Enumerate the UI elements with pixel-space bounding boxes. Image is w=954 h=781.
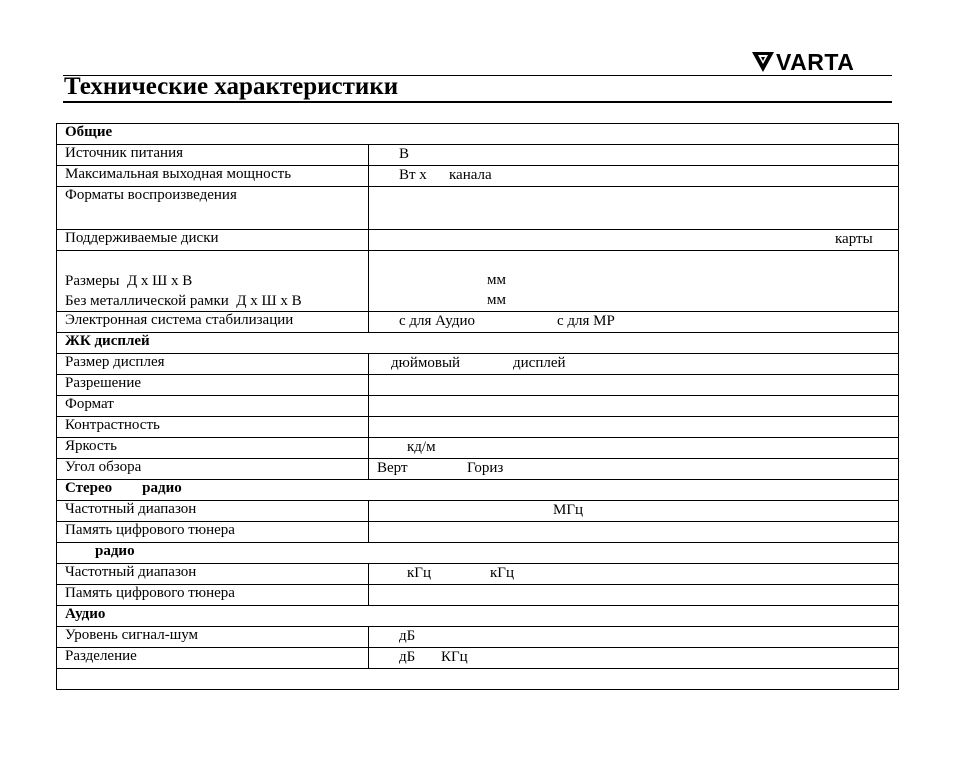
spec-value (369, 166, 899, 187)
section-header-row (57, 124, 899, 145)
spec-label: Формат (57, 396, 369, 417)
spec-label: Разделение (57, 648, 369, 669)
spec-value (369, 522, 899, 543)
spec-row (57, 459, 899, 480)
spec-value (369, 230, 899, 251)
spec-value-text: карты (835, 231, 873, 247)
spec-row (57, 627, 899, 648)
spec-value-text: дБ (399, 628, 416, 644)
spec-value-text: дюймовый (391, 355, 461, 371)
spec-row (57, 564, 899, 585)
spec-label: Электронная система стабилизации (57, 312, 369, 333)
spec-label-line: Без металлической рамки Д х Ш х В (65, 293, 302, 309)
spec-row (57, 312, 899, 333)
spec-value (369, 417, 899, 438)
spec-label: Уровень сигнал-шум (57, 627, 369, 648)
spec-label: Максимальная выходная мощность (57, 166, 369, 187)
spec-value (369, 627, 899, 648)
spec-row (57, 354, 899, 375)
spec-value-text: дБ (399, 649, 416, 665)
spec-row (57, 438, 899, 459)
spec-row (57, 669, 899, 690)
varta-logo (752, 50, 892, 74)
spec-row (57, 145, 899, 166)
spec-value-text: кд/м (407, 439, 436, 455)
spec-value (369, 145, 899, 166)
spec-label: Частотный диапазон (57, 501, 369, 522)
spec-label: Контрастность (57, 417, 369, 438)
spec-value (369, 501, 899, 522)
spec-value (369, 648, 899, 669)
spec-value-text: с для МР (557, 313, 615, 329)
section-header-row (57, 480, 899, 501)
spec-value-text: мм (487, 272, 506, 288)
spec-label: Частотный диапазон (57, 564, 369, 585)
spec-value-text: мм (487, 292, 506, 308)
spec-value-text: Гориз (467, 460, 504, 476)
section-header-row (57, 333, 899, 354)
section-title: ЖК дисплей (57, 333, 899, 354)
section-title: Стерео радио (57, 480, 899, 501)
specifications-table (56, 123, 899, 690)
spec-value-text: В (399, 146, 410, 162)
spec-value (369, 354, 899, 375)
spec-label: Память цифрового тюнера (57, 522, 369, 543)
spec-row (57, 251, 899, 312)
spec-label: Разрешение (57, 375, 369, 396)
spec-value (369, 396, 899, 417)
spec-label: Размер дисплея (57, 354, 369, 375)
spec-label (57, 251, 369, 312)
spec-value-text: с для Аудио (399, 313, 475, 329)
spec-value-text: МГц (553, 502, 584, 518)
section-header-row (57, 606, 899, 627)
spec-value-text: кГц (490, 565, 514, 581)
spec-value-text: дисплей (513, 355, 566, 371)
spec-value (369, 187, 899, 230)
spec-value (369, 564, 899, 585)
section-title: радио (57, 543, 899, 564)
spec-value (369, 375, 899, 396)
spec-row (57, 375, 899, 396)
section-title: Аудио (57, 606, 899, 627)
page-title: Технические характеристики (64, 73, 399, 100)
spec-value-text: Вт x (399, 167, 427, 183)
spec-row (57, 585, 899, 606)
spec-label: Источник питания (57, 145, 369, 166)
spec-value (369, 585, 899, 606)
spec-label: Яркость (57, 438, 369, 459)
section-header-row (57, 543, 899, 564)
spec-row (57, 396, 899, 417)
spec-row (57, 648, 899, 669)
spec-row (57, 417, 899, 438)
spec-value (369, 459, 899, 480)
spec-value (369, 251, 899, 312)
spec-row (57, 501, 899, 522)
spec-value-text: Верт (377, 460, 408, 476)
spec-label-line: Размеры Д х Ш х В (65, 273, 193, 289)
spec-label: Память цифрового тюнера (57, 585, 369, 606)
spec-label-line (65, 251, 360, 271)
section-title: Общие (57, 124, 899, 145)
spec-label: Форматы воспроизведения (57, 187, 369, 230)
spec-value (369, 312, 899, 333)
spec-value-text: кГц (407, 565, 431, 581)
spec-value-text: канала (449, 167, 492, 183)
varta-v-emblem-icon (752, 52, 774, 72)
spec-label: Поддерживаемые диски (57, 230, 369, 251)
empty-row-cell (57, 669, 899, 690)
spec-value (369, 438, 899, 459)
logo-text: VARTA (776, 49, 855, 75)
spec-value-text: КГц (441, 649, 468, 665)
spec-row (57, 166, 899, 187)
header-rule-bottom (63, 101, 892, 103)
spec-label: Угол обзора (57, 459, 369, 480)
spec-row (57, 230, 899, 251)
spec-row (57, 187, 899, 230)
spec-row (57, 522, 899, 543)
